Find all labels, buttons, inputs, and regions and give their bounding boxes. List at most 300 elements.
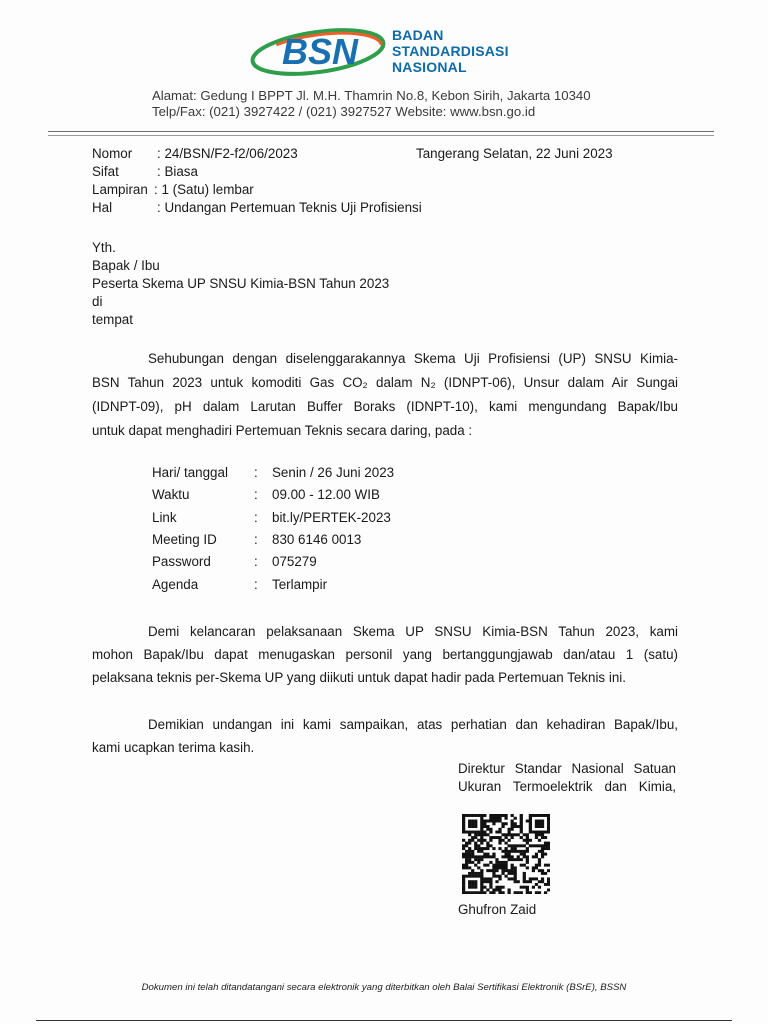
qr-module: [468, 891, 471, 894]
qr-module: [483, 891, 486, 894]
qr-module: [498, 866, 501, 869]
qr-module: [508, 844, 511, 847]
hal-value: : Undangan Pertemuan Teknis Uji Profisiensi: [157, 200, 422, 215]
qr-module: [532, 866, 535, 869]
qr-module: [471, 850, 474, 853]
signatory-name: Ghufron Zaid: [458, 902, 537, 917]
schedule-colon: :: [254, 532, 258, 547]
qr-module: [541, 872, 544, 875]
qr-module: [504, 869, 507, 872]
qr-module: [511, 855, 514, 858]
qr-module: [474, 814, 477, 817]
qr-module: [514, 875, 517, 878]
qr-module: [547, 864, 550, 867]
qr-module: [508, 869, 511, 872]
qr-module: [501, 850, 504, 853]
qr-module: [462, 844, 465, 847]
qr-module: [480, 822, 483, 825]
svg-text:BSN: BSN: [281, 31, 359, 72]
qr-module: [462, 820, 465, 823]
qr-module: [465, 891, 468, 894]
schedule-value: 09.00 - 12.00 WIB: [272, 487, 380, 502]
qr-module: [520, 836, 523, 839]
qr-module: [523, 875, 526, 878]
qr-module: [474, 875, 477, 878]
qr-module: [471, 820, 474, 823]
qr-module: [474, 855, 477, 858]
qr-module: [504, 875, 507, 878]
qr-module: [526, 886, 529, 889]
qr-module: [492, 864, 495, 867]
qr-module: [462, 891, 465, 894]
qr-module: [544, 853, 547, 856]
qr-module: [462, 880, 465, 883]
nomor-label: Nomor: [92, 146, 133, 161]
qr-module: [511, 833, 514, 836]
qr-module: [504, 853, 507, 856]
qr-module: [498, 886, 501, 889]
qr-module: [526, 833, 529, 836]
qr-module: [471, 839, 474, 842]
qr-module: [495, 858, 498, 861]
qr-module: [523, 833, 526, 836]
qr-module: [544, 872, 547, 875]
qr-module: [504, 855, 507, 858]
qr-module: [520, 814, 523, 817]
qr-module: [526, 858, 529, 861]
qr-module: [541, 833, 544, 836]
qr-module: [504, 814, 507, 817]
qr-module: [489, 891, 492, 894]
qr-module: [498, 828, 501, 831]
letterhead-divider-thin: [48, 135, 714, 136]
qr-module: [474, 820, 477, 823]
qr-module: [468, 880, 471, 883]
qr-module: [535, 825, 538, 828]
lampiran-label: Lampiran: [92, 182, 148, 197]
qr-module: [547, 822, 550, 825]
qr-module: [526, 866, 529, 869]
qr-module: [529, 825, 532, 828]
qr-module: [477, 872, 480, 875]
qr-module: [532, 831, 535, 834]
qr-module: [508, 855, 511, 858]
qr-module: [483, 839, 486, 842]
qr-module: [486, 855, 489, 858]
qr-module: [468, 839, 471, 842]
qr-module: [483, 820, 486, 823]
qr-module: [514, 844, 517, 847]
qr-module: [504, 847, 507, 850]
schedule-label: Waktu: [152, 487, 190, 502]
qr-module: [538, 814, 541, 817]
schedule-label: Agenda: [152, 577, 199, 592]
qr-module: [501, 822, 504, 825]
qr-module: [489, 869, 492, 872]
qr-module: [517, 858, 520, 861]
qr-module: [462, 817, 465, 820]
qr-module: [501, 839, 504, 842]
qr-module: [547, 888, 550, 891]
qr-module: [471, 822, 474, 825]
qr-module: [544, 883, 547, 886]
qr-module: [474, 842, 477, 845]
qr-module: [501, 864, 504, 867]
qr-module: [538, 833, 541, 836]
org-name-line1: BADAN: [392, 27, 444, 43]
qr-module: [532, 886, 535, 889]
qr-module: [495, 861, 498, 864]
qr-module: [535, 844, 538, 847]
qr-module: [489, 877, 492, 880]
qr-module: [489, 861, 492, 864]
qr-module: [495, 820, 498, 823]
qr-module: [462, 883, 465, 886]
qr-module: [523, 872, 526, 875]
qr-module: [495, 831, 498, 834]
qr-module: [526, 891, 529, 894]
qr-module: [498, 831, 501, 834]
qr-module: [471, 886, 474, 889]
qr-module: [544, 831, 547, 834]
qr-module: [535, 822, 538, 825]
letterhead-divider: [48, 131, 714, 132]
schedule-colon: :: [254, 510, 258, 525]
qr-module: [541, 869, 544, 872]
qr-module: [462, 839, 465, 842]
qr-module: [462, 828, 465, 831]
qr-module: [492, 891, 495, 894]
qr-module: [489, 855, 492, 858]
qr-module: [465, 853, 468, 856]
qr-module: [495, 866, 498, 869]
qr-module: [489, 828, 492, 831]
qr-module: [547, 880, 550, 883]
qr-module: [489, 883, 492, 886]
qr-module: [462, 853, 465, 856]
qr-module: [523, 880, 526, 883]
qr-module: [547, 847, 550, 850]
qr-module: [483, 855, 486, 858]
qr-module: [504, 822, 507, 825]
qr-module: [486, 880, 489, 883]
qr-module: [529, 820, 532, 823]
qr-module: [498, 820, 501, 823]
qr-module: [517, 833, 520, 836]
qr-module: [480, 855, 483, 858]
qr-module: [468, 820, 471, 823]
body-paragraph-1-line2: BSN Tahun 2023 untuk komoditi Gas CO₂ dalam N₂ (IDNPT-06), Unsur dalam Air Sungai: [92, 375, 678, 390]
qr-module: [495, 869, 498, 872]
qr-module: [526, 855, 529, 858]
qr-module: [541, 825, 544, 828]
qr-module: [520, 828, 523, 831]
qr-module: [544, 864, 547, 867]
qr-module: [471, 853, 474, 856]
qr-module: [468, 853, 471, 856]
letterhead-address: Alamat: Gedung I BPPT Jl. M.H. Thamrin No.8, Kebon Sirih, Jakarta 10340: [152, 88, 591, 103]
qr-module: [480, 814, 483, 817]
qr-module: [511, 822, 514, 825]
qr-module: [465, 831, 468, 834]
qr-module: [492, 869, 495, 872]
qr-module: [471, 880, 474, 883]
qr-module: [535, 820, 538, 823]
qr-module: [520, 891, 523, 894]
qr-module: [538, 822, 541, 825]
hal-label: Hal: [92, 200, 113, 215]
qr-module: [462, 825, 465, 828]
qr-module: [480, 831, 483, 834]
qr-module: [492, 888, 495, 891]
qr-module: [544, 891, 547, 894]
qr-module: [517, 844, 520, 847]
qr-module: [514, 847, 517, 850]
qr-module: [486, 869, 489, 872]
qr-module: [535, 883, 538, 886]
qr-module: [538, 820, 541, 823]
qr-module: [544, 847, 547, 850]
qr-module: [486, 833, 489, 836]
qr-module: [495, 880, 498, 883]
qr-module: [529, 839, 532, 842]
qr-module: [508, 858, 511, 861]
qr-module: [477, 866, 480, 869]
qr-module: [535, 855, 538, 858]
qr-module: [547, 814, 550, 817]
qr-module: [483, 853, 486, 856]
qr-module: [532, 869, 535, 872]
qr-module: [489, 886, 492, 889]
qr-module: [511, 836, 514, 839]
qr-module: [498, 847, 501, 850]
qr-module: [504, 861, 507, 864]
qr-module: [523, 839, 526, 842]
qr-module: [480, 820, 483, 823]
qr-module: [526, 850, 529, 853]
qr-module: [468, 858, 471, 861]
qr-module: [474, 858, 477, 861]
qr-module: [544, 836, 547, 839]
qr-module: [541, 880, 544, 883]
qr-module: [508, 833, 511, 836]
qr-module: [517, 880, 520, 883]
qr-module: [480, 836, 483, 839]
qr-module: [547, 820, 550, 823]
qr-module: [511, 869, 514, 872]
qr-module: [514, 850, 517, 853]
qr-module: [474, 880, 477, 883]
qr-module: [492, 866, 495, 869]
qr-module: [498, 817, 501, 820]
qr-module: [471, 831, 474, 834]
qr-module: [498, 842, 501, 845]
qr-module: [486, 825, 489, 828]
qr-module: [468, 875, 471, 878]
qr-module: [544, 842, 547, 845]
qr-module: [504, 817, 507, 820]
schedule-value: 830 6146 0013: [272, 532, 362, 547]
schedule-colon: :: [254, 577, 258, 592]
qr-module: [511, 864, 514, 867]
qr-module: [480, 842, 483, 845]
qr-module: [532, 844, 535, 847]
qr-module: [538, 869, 541, 872]
qr-module: [474, 883, 477, 886]
qr-module: [508, 888, 511, 891]
body-paragraph-2-line3: pelaksana teknis per-Skema UP yang diikuti untuk dapat hadir pada Pertemuan Teknis ini.: [92, 670, 626, 685]
qr-module: [492, 872, 495, 875]
qr-module: [465, 850, 468, 853]
qr-module: [474, 833, 477, 836]
qr-module: [498, 864, 501, 867]
qr-code-icon: [462, 814, 550, 894]
qr-module: [547, 869, 550, 872]
qr-module: [492, 814, 495, 817]
qr-module: [477, 850, 480, 853]
qr-module: [520, 825, 523, 828]
qr-module: [465, 866, 468, 869]
qr-module: [541, 822, 544, 825]
qr-module: [471, 861, 474, 864]
qr-module: [529, 844, 532, 847]
qr-module: [526, 847, 529, 850]
qr-module: [480, 875, 483, 878]
qr-module: [468, 850, 471, 853]
qr-module: [538, 880, 541, 883]
qr-module: [526, 880, 529, 883]
qr-module: [511, 877, 514, 880]
schedule-link[interactable]: bit.ly/PERTEK-2023: [272, 510, 391, 525]
qr-module: [526, 842, 529, 845]
schedule-value: 075279: [272, 554, 317, 569]
bsn-logo: [248, 20, 394, 80]
qr-module: [462, 888, 465, 891]
qr-module: [474, 847, 477, 850]
qr-module: [462, 822, 465, 825]
qr-module: [535, 833, 538, 836]
qr-module: [465, 864, 468, 867]
qr-module: [474, 864, 477, 867]
qr-module: [468, 814, 471, 817]
qr-module: [462, 877, 465, 880]
body-paragraph-1-line3: (IDNPT-09), pH dalam Larutan Buffer Boraks (IDNPT-10), kami mengundang Bapak/Ibu: [92, 399, 678, 414]
qr-module: [483, 814, 486, 817]
qr-module: [480, 858, 483, 861]
qr-module: [498, 814, 501, 817]
qr-module: [541, 836, 544, 839]
qr-module: [486, 847, 489, 850]
schedule-label: Link: [152, 510, 177, 525]
qr-module: [526, 839, 529, 842]
qr-module: [477, 861, 480, 864]
schedule-colon: :: [254, 487, 258, 502]
qr-module: [511, 866, 514, 869]
qr-module: [544, 814, 547, 817]
qr-module: [480, 817, 483, 820]
qr-module: [489, 814, 492, 817]
schedule-value: Terlampir: [272, 577, 328, 592]
qr-module: [480, 869, 483, 872]
qr-module: [523, 877, 526, 880]
qr-module: [511, 858, 514, 861]
qr-module: [532, 814, 535, 817]
recipient-salutation: Yth.: [92, 240, 116, 255]
qr-module: [504, 850, 507, 853]
qr-module: [508, 839, 511, 842]
body-paragraph-2-line2: mohon Bapak/Ibu dapat menugaskan personil yang bertanggungjawab dan/atau 1 (satu): [92, 647, 678, 662]
qr-module: [489, 880, 492, 883]
qr-module: [523, 850, 526, 853]
qr-module: [471, 891, 474, 894]
qr-module: [471, 855, 474, 858]
qr-module: [489, 817, 492, 820]
qr-module: [483, 847, 486, 850]
qr-module: [489, 844, 492, 847]
qr-module: [508, 891, 511, 894]
body-paragraph-1-line1: Sehubungan dengan diselenggarakannya Skema Uji Profisiensi (UP) SNSU Kimia-: [148, 351, 678, 366]
qr-module: [523, 886, 526, 889]
qr-module: [465, 842, 468, 845]
qr-module: [544, 844, 547, 847]
qr-module: [468, 842, 471, 845]
qr-module: [468, 855, 471, 858]
qr-module: [538, 844, 541, 847]
qr-module: [529, 817, 532, 820]
qr-module: [541, 831, 544, 834]
qr-module: [477, 831, 480, 834]
qr-module: [468, 847, 471, 850]
qr-module: [471, 869, 474, 872]
qr-module: [495, 888, 498, 891]
schedule-colon: :: [254, 554, 258, 569]
qr-module: [514, 833, 517, 836]
recipient-di: di: [92, 294, 103, 309]
qr-module: [526, 888, 529, 891]
qr-module: [462, 875, 465, 878]
qr-module: [480, 880, 483, 883]
qr-module: [468, 825, 471, 828]
qr-module: [520, 864, 523, 867]
qr-module: [514, 866, 517, 869]
qr-module: [538, 850, 541, 853]
qr-module: [514, 891, 517, 894]
qr-module: [465, 858, 468, 861]
signatory-title-line1: Direktur Standar Nasional Satuan: [458, 761, 676, 776]
qr-module: [508, 850, 511, 853]
qr-module: [547, 883, 550, 886]
qr-module: [514, 825, 517, 828]
qr-module: [492, 822, 495, 825]
qr-module: [504, 836, 507, 839]
qr-module: [535, 866, 538, 869]
qr-module: [465, 814, 468, 817]
qr-module: [529, 822, 532, 825]
recipient-name: Bapak / Ibu: [92, 258, 160, 273]
qr-module: [474, 886, 477, 889]
qr-module: [471, 883, 474, 886]
qr-module: [538, 858, 541, 861]
qr-module: [480, 888, 483, 891]
qr-module: [465, 875, 468, 878]
qr-module: [514, 877, 517, 880]
qr-module: [535, 831, 538, 834]
qr-module: [489, 820, 492, 823]
qr-module: [489, 839, 492, 842]
qr-module: [477, 847, 480, 850]
qr-module: [535, 853, 538, 856]
qr-module: [514, 817, 517, 820]
